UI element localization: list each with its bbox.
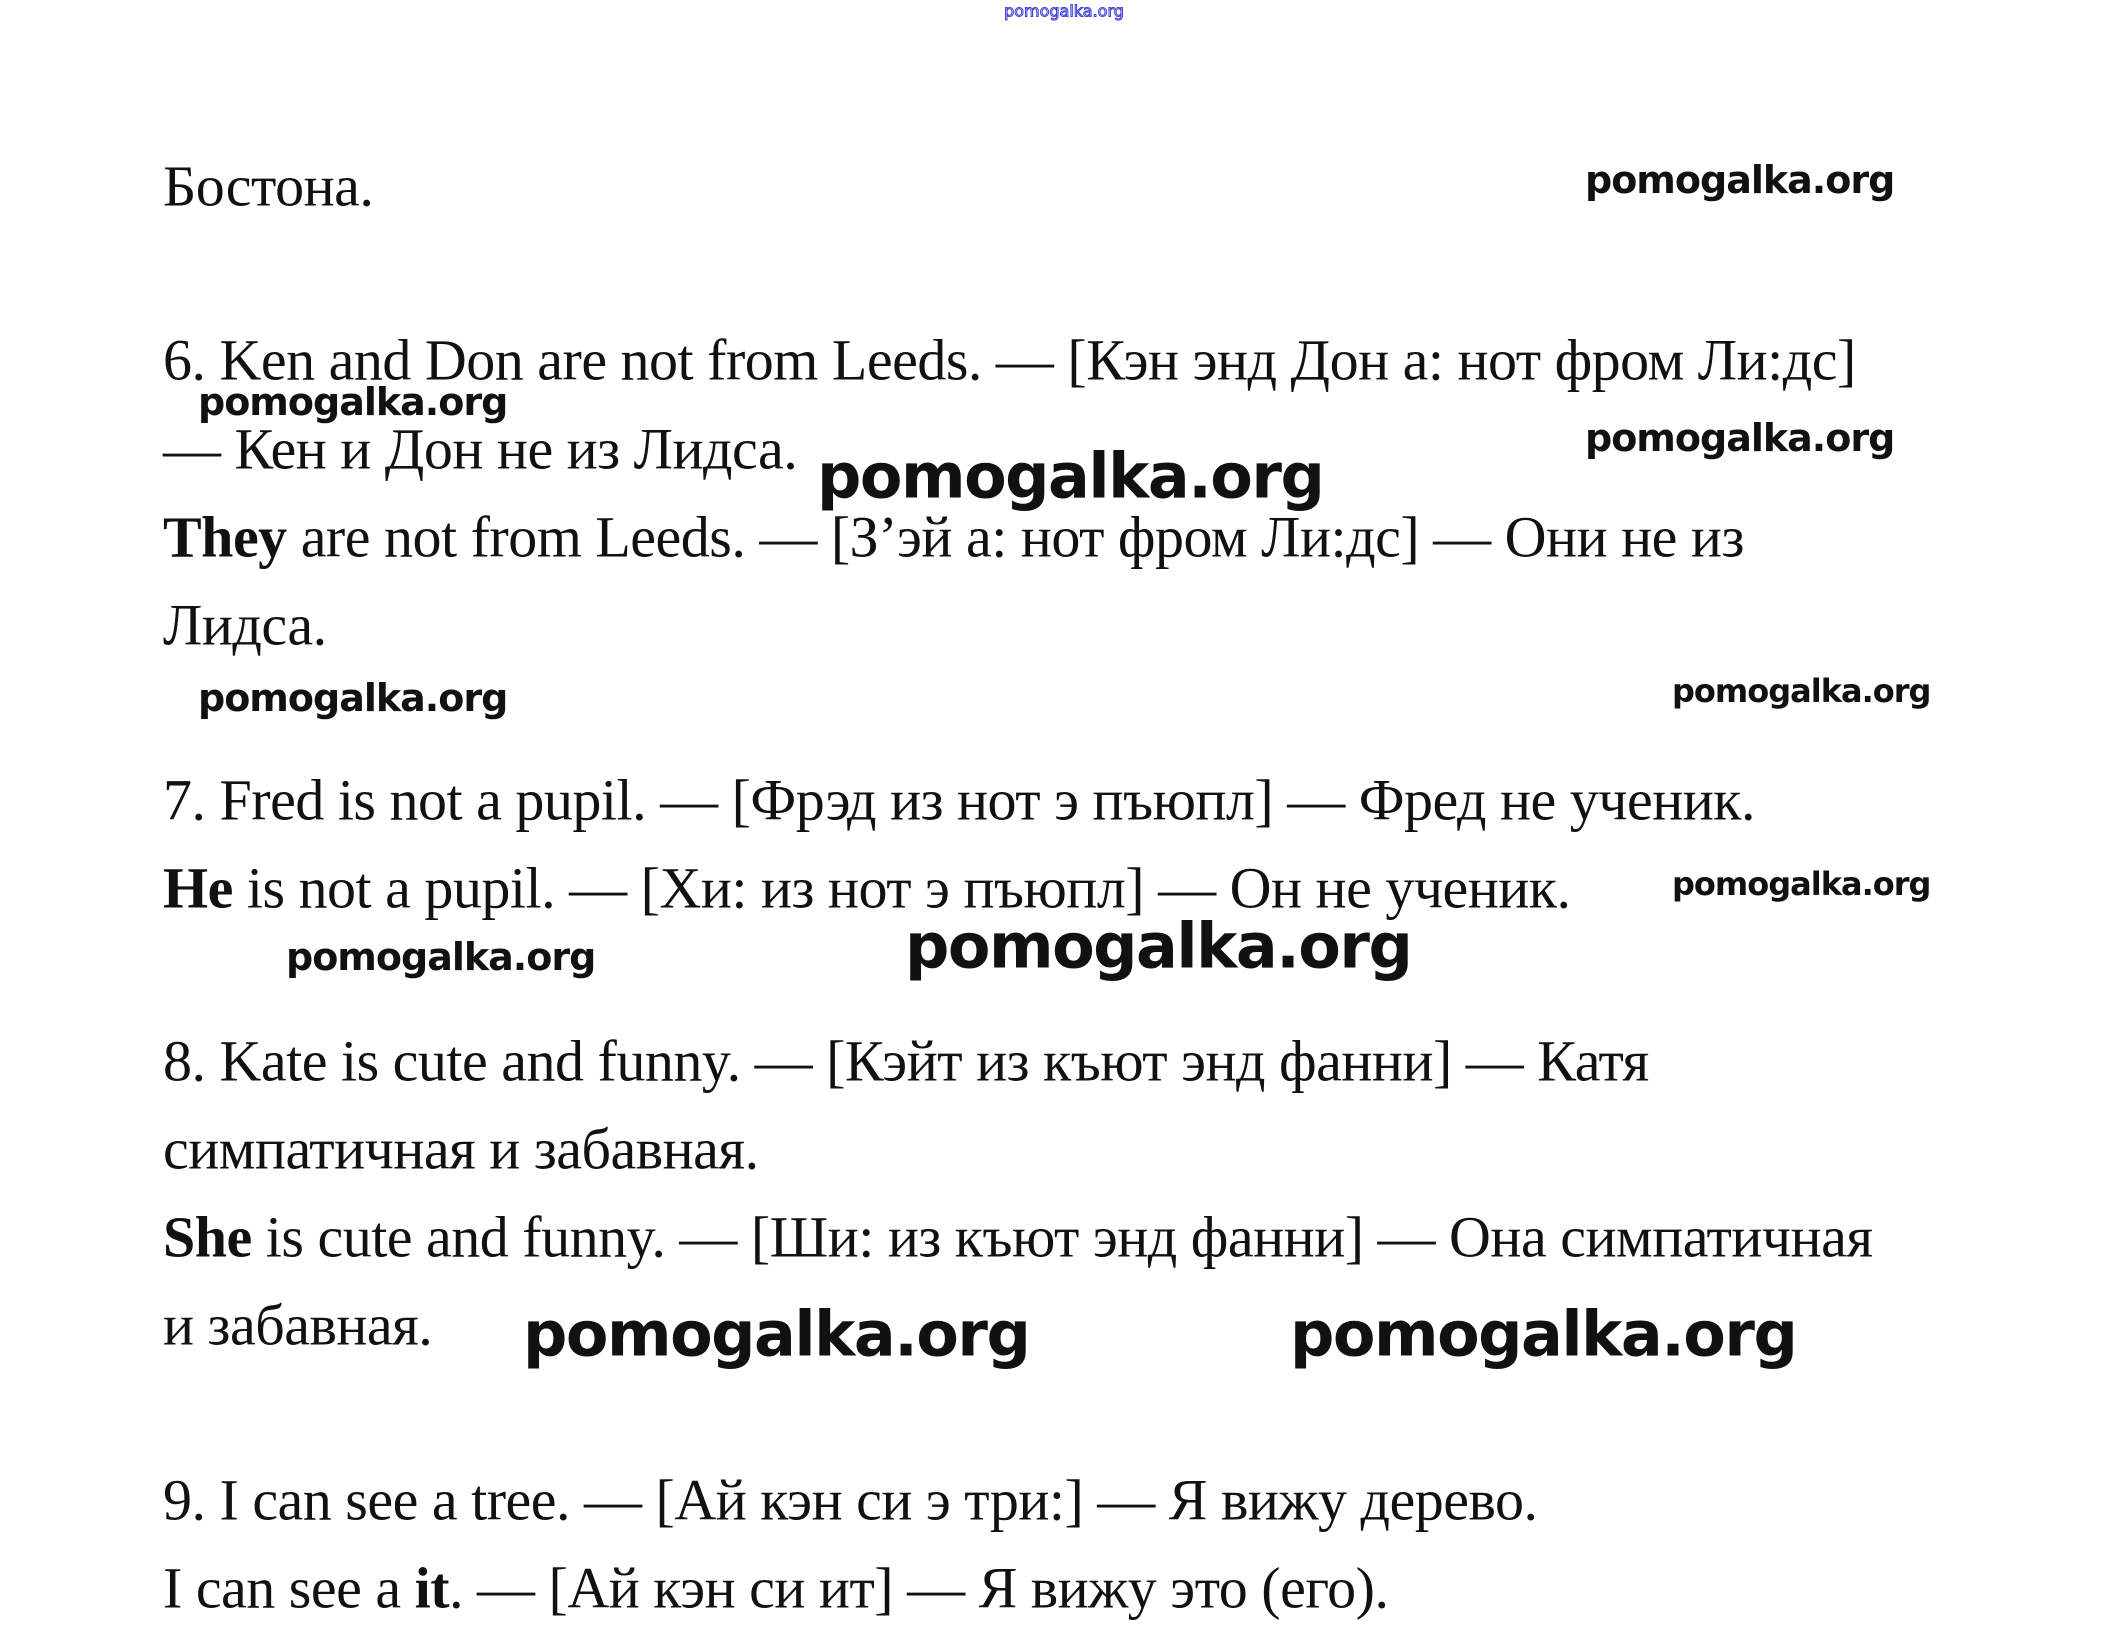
text: Лидса. bbox=[163, 592, 327, 658]
watermark: pomogalka.org bbox=[1585, 158, 1895, 202]
bold-pronoun: They bbox=[163, 504, 287, 570]
text-line bbox=[163, 1028, 1649, 1095]
text: Бостона. bbox=[163, 153, 374, 219]
text: . — [Ай кэн си ит] — Я вижу это (его). bbox=[449, 1555, 1389, 1621]
bold-pronoun: it bbox=[414, 1555, 450, 1621]
text-line bbox=[163, 1116, 759, 1183]
watermark: pomogalka.org bbox=[1672, 865, 1931, 903]
text-line bbox=[163, 416, 797, 483]
watermark: pomogalka.org bbox=[198, 676, 508, 720]
text: симпатичная и забавная. bbox=[163, 1116, 759, 1182]
watermark-top: pomogalka.org bbox=[1004, 1, 1124, 21]
text: 9. I can see a tree. — [Ай кэн си э три:] — Я вижу дерево. bbox=[163, 1467, 1538, 1533]
text: I can see a bbox=[163, 1555, 415, 1621]
text: are not from Leeds. — [З’эй а: нот фром Ли:дс] — Они не из bbox=[286, 504, 1744, 570]
watermark: pomogalka.org bbox=[1585, 416, 1895, 460]
text-line bbox=[163, 1467, 1537, 1534]
text-line bbox=[163, 153, 373, 220]
watermark: pomogalka.org bbox=[817, 439, 1324, 513]
text: 8. Kate is cute and funny. — [Кэйт из къют энд фанни] — Катя bbox=[163, 1028, 1649, 1094]
watermark: pomogalka.org bbox=[523, 1297, 1030, 1371]
watermark: pomogalka.org bbox=[1290, 1297, 1797, 1371]
text-line bbox=[163, 1204, 1873, 1271]
text-line bbox=[163, 1555, 1389, 1622]
text-line bbox=[163, 1292, 432, 1359]
text: 7. Fred is not a pupil. — [Фрэд из нот э пъюпл] — Фред не ученик. bbox=[163, 767, 1755, 833]
text: и забавная. bbox=[163, 1292, 433, 1358]
text-line bbox=[163, 504, 1744, 571]
text: is not a pupil. — [Хи: из нот э пъюпл] — Он не ученик. bbox=[232, 855, 1571, 921]
text: — Кен и Дон не из Лидса. bbox=[163, 416, 798, 482]
bold-pronoun: She bbox=[163, 1204, 252, 1270]
text-line bbox=[163, 767, 1755, 834]
watermark: pomogalka.org bbox=[286, 935, 596, 979]
watermark: pomogalka.org bbox=[905, 909, 1412, 983]
text-line bbox=[163, 592, 327, 659]
text: 6. Ken and Don are not from Leeds. — [Кэн энд Дон а: нот фром Ли:дс] bbox=[163, 327, 1856, 393]
text: is cute and funny. — [Ши: из къют энд фанни] — Она симпатичная bbox=[251, 1204, 1873, 1270]
bold-pronoun: He bbox=[163, 855, 233, 921]
watermark: pomogalka.org bbox=[198, 380, 508, 424]
watermark: pomogalka.org bbox=[1672, 672, 1931, 710]
